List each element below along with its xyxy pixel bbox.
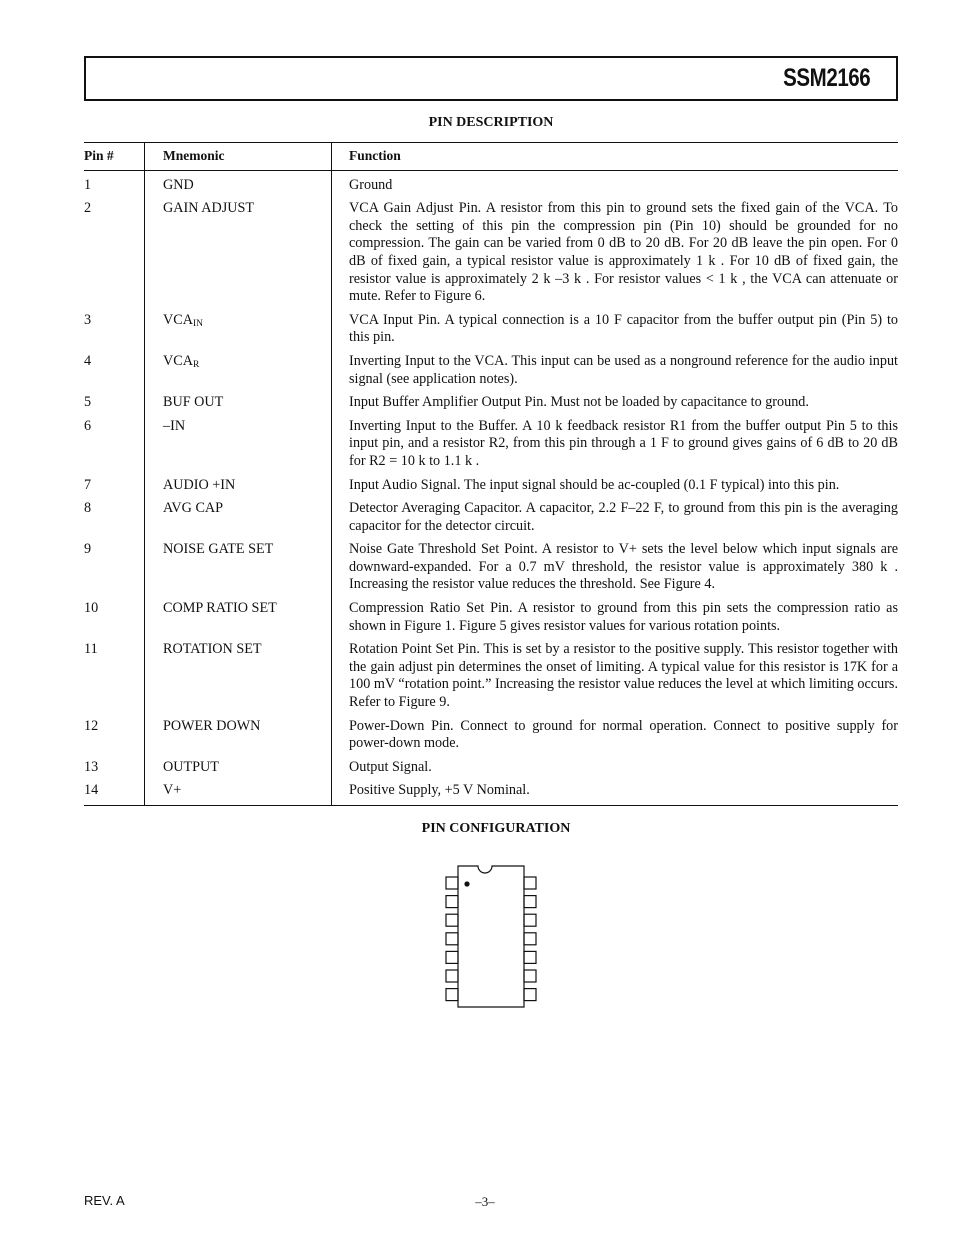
pin-mnemonic bbox=[145, 638, 332, 714]
mnemonic-text: ROTATION SET bbox=[163, 641, 262, 658]
mnemonic-subscript: IN bbox=[192, 318, 203, 329]
pin-number: 6 bbox=[84, 415, 145, 474]
mnemonic-text: NOISE GATE SET bbox=[163, 541, 274, 558]
pin-mnemonic bbox=[145, 597, 332, 638]
table-row bbox=[84, 197, 898, 309]
pin-rows bbox=[84, 170, 898, 805]
pin-description-table bbox=[84, 142, 898, 806]
mnemonic-text: –IN bbox=[163, 417, 186, 434]
ic-package-diagram bbox=[440, 860, 550, 1010]
pin-function: Input Audio Signal. The input signal should be ac-coupled (0.1 F typical) into this pin. bbox=[349, 476, 840, 493]
pin-function: Power-Down Pin. Connect to ground for normal operation. Connect to positive supply for power-down mode. bbox=[349, 717, 898, 752]
pin-function: Inverting Input to the VCA. This input can be used as a nonground reference for the audio input signal (see application notes). bbox=[349, 352, 898, 387]
table-header-row bbox=[84, 143, 898, 171]
left-pin bbox=[446, 970, 458, 982]
left-pin bbox=[446, 989, 458, 1001]
left-pin bbox=[446, 896, 458, 908]
pin-function: Compression Ratio Set Pin. A resistor to ground from this pin sets the compression ratio as shown in Figure 1. Figure 5 gives resistor values for various rotation points. bbox=[349, 600, 898, 634]
table-row bbox=[84, 779, 898, 805]
table-row bbox=[84, 415, 898, 474]
mnemonic-text: V+ bbox=[163, 782, 182, 799]
left-pin bbox=[446, 951, 458, 963]
header-box bbox=[84, 56, 898, 101]
left-pin bbox=[446, 914, 458, 926]
table-row bbox=[84, 597, 898, 638]
pin-mnemonic bbox=[145, 309, 332, 350]
table-row bbox=[84, 756, 898, 780]
column-header-pin: Pin # bbox=[84, 143, 145, 171]
right-pin bbox=[524, 877, 536, 889]
pin-function: Positive Supply, +5 V Nominal. bbox=[332, 779, 899, 805]
column-header-function: Function bbox=[332, 143, 899, 171]
right-pin bbox=[524, 970, 536, 982]
pin-mnemonic bbox=[145, 197, 332, 309]
pin-mnemonic bbox=[145, 474, 332, 498]
table-row bbox=[84, 350, 898, 391]
pin-function: Rotation Point Set Pin. This is set by a resistor to the positive supply. This resistor together with the gain adjust pin determines the onset of limiting. A typical value for this resistor is 17K for a 100 mV “rotation point.” Increasing the resistor value reduces the level at which limiting occurs. Refer to Figure 9. bbox=[349, 641, 898, 711]
table-row bbox=[84, 538, 898, 597]
right-pin bbox=[524, 914, 536, 926]
pin-number: 11 bbox=[84, 638, 145, 714]
pin-number: 8 bbox=[84, 497, 145, 538]
mnemonic-text: GND bbox=[163, 176, 194, 193]
table-row bbox=[84, 638, 898, 714]
pin-description-title: PIN DESCRIPTION bbox=[428, 115, 554, 130]
right-pin bbox=[524, 989, 536, 1001]
mnemonic-text: VCA bbox=[163, 311, 193, 328]
pin-configuration-title: PIN CONFIGURATION bbox=[421, 821, 571, 836]
ic-body bbox=[458, 866, 524, 1007]
pin1-marker-dot bbox=[464, 881, 469, 886]
right-pin bbox=[524, 933, 536, 945]
right-pin bbox=[524, 951, 536, 963]
pin-mnemonic bbox=[145, 779, 332, 805]
mnemonic-text: VCA bbox=[163, 352, 193, 369]
revision-label: REV. A bbox=[84, 1193, 125, 1208]
pin-mnemonic bbox=[145, 538, 332, 597]
page-number: –3– bbox=[475, 1194, 495, 1209]
pin-mnemonic bbox=[145, 756, 332, 780]
pin-function: Ground bbox=[349, 176, 393, 193]
pin-number: 13 bbox=[84, 756, 145, 780]
pin-number: 12 bbox=[84, 715, 145, 756]
pin-number: 3 bbox=[84, 309, 145, 350]
column-header-mnemonic: Mnemonic bbox=[145, 143, 332, 171]
pin-number: 2 bbox=[84, 197, 145, 309]
part-number-title: SSM2166 bbox=[782, 64, 870, 92]
pin-function: Noise Gate Threshold Set Point. A resistor to V+ sets the level below which input signals are downward-expanded. For a 0.7 mV threshold, the resistor value is approximately 380 k . Increasing the resistor value reduces the threshold. See Figure 4. bbox=[349, 541, 898, 593]
pin-function: VCA Gain Adjust Pin. A resistor from this pin to ground sets the fixed gain of the VCA. To check the setting of this pin the compression pin (Pin 10) should be grounded for no compression. The gain can be varied from 0 dB to 20 dB. For 20 dB leave the pin open. For 0 dB of fixed gain, a typical resistor value is approximately 1 k . For 10 dB of fixed gain, the resistor value is approximately 2 k –3 k . For resistor values < 1 k , the VCA can attenuate or mute. Refer to Figure 6. bbox=[349, 200, 898, 305]
pin-mnemonic bbox=[145, 715, 332, 756]
pin-number: 10 bbox=[84, 597, 145, 638]
pin-function: Output Signal. bbox=[349, 758, 432, 775]
mnemonic-subscript: R bbox=[192, 359, 200, 370]
mnemonic-text: AVG CAP bbox=[163, 500, 224, 517]
mnemonic-text: AUDIO +IN bbox=[163, 476, 236, 493]
pin-function: VCA Input Pin. A typical connection is a 10 F capacitor from the buffer output pin (Pin 5) to this pin. bbox=[349, 311, 898, 346]
table-row bbox=[84, 497, 898, 538]
pin-mnemonic bbox=[145, 497, 332, 538]
pin-mnemonic bbox=[145, 350, 332, 391]
pin-number: 5 bbox=[84, 391, 145, 415]
pin-function: Input Buffer Amplifier Output Pin. Must not be loaded by capacitance to ground. bbox=[349, 394, 809, 411]
mnemonic-text: BUF OUT bbox=[163, 394, 224, 411]
pin-number: 9 bbox=[84, 538, 145, 597]
left-pin bbox=[446, 877, 458, 889]
table-row bbox=[84, 715, 898, 756]
table-row bbox=[84, 170, 898, 197]
mnemonic-text: POWER DOWN bbox=[163, 717, 261, 734]
pin-function: Inverting Input to the Buffer. A 10 k feedback resistor R1 from the buffer output Pin 5 to this input pin, and a resistor R2, from this pin through a 1 F to ground gives gains of 6 dB to 20 dB for R2 = 10 k to 1.1 k . bbox=[349, 417, 898, 469]
right-pin bbox=[524, 896, 536, 908]
mnemonic-text: GAIN ADJUST bbox=[163, 200, 255, 217]
pin-number: 4 bbox=[84, 350, 145, 391]
pin-function: Detector Averaging Capacitor. A capacitor, 2.2 F–22 F, to ground from this pin is the averaging capacitor for the detector circuit. bbox=[349, 500, 898, 534]
left-pin bbox=[446, 933, 458, 945]
mnemonic-text: COMP RATIO SET bbox=[163, 600, 277, 617]
pin-mnemonic bbox=[145, 391, 332, 415]
pin-number: 1 bbox=[84, 170, 145, 197]
table-row bbox=[84, 309, 898, 350]
ic-package-svg bbox=[440, 860, 550, 1010]
table-row bbox=[84, 474, 898, 498]
pin-mnemonic bbox=[145, 415, 332, 474]
mnemonic-text: OUTPUT bbox=[163, 758, 219, 775]
pin-mnemonic bbox=[145, 170, 332, 197]
pin-number: 7 bbox=[84, 474, 145, 498]
pin-number: 14 bbox=[84, 779, 145, 805]
table-row bbox=[84, 391, 898, 415]
